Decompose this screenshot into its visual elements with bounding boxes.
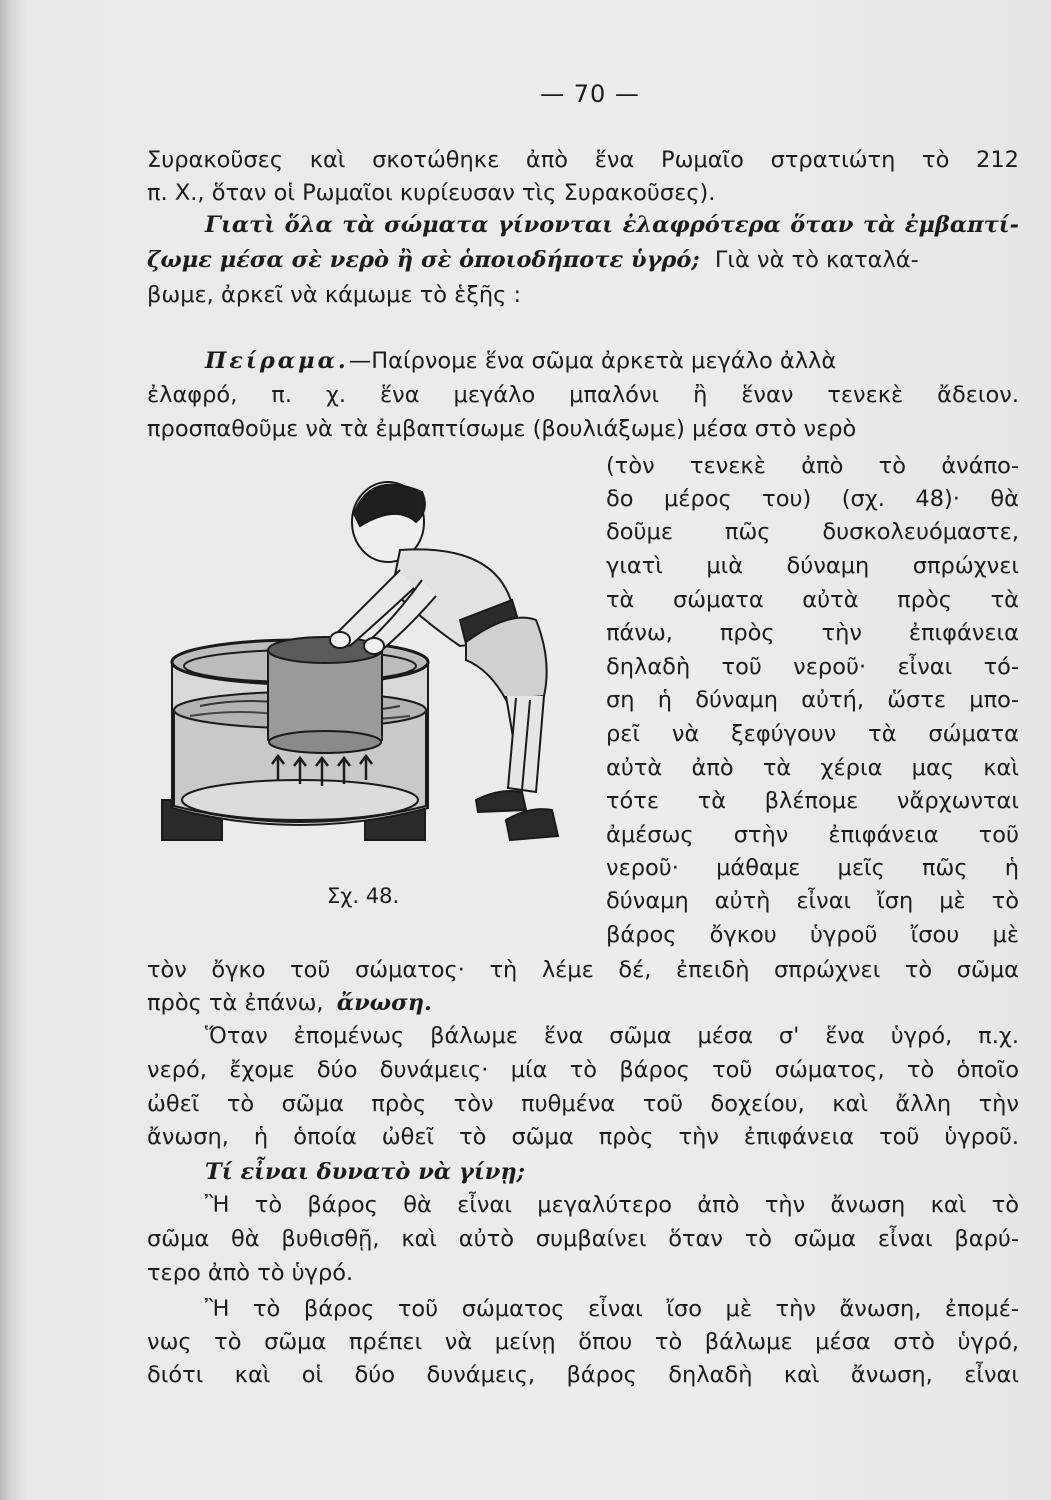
- text-line: δηλαδὴ τοῦ νεροῦ· εἶναι τό-: [606, 654, 1019, 680]
- experiment-heading: Πείραμα.: [205, 348, 349, 374]
- italic-question: Τί εἶναι δυνατὸ νὰ γίνῃ;: [205, 1159, 525, 1185]
- text-line: τὸν ὄγκο τοῦ σώματος· τὴ λέμε δέ, ἐπειδὴ σπρώχνει τὸ σῶμα: [147, 957, 1019, 983]
- italic-question: Γιατὶ ὅλα τὰ σώματα γίνονται ἐλαφρότερα ὅταν τὰ ἐμβαπτί-: [205, 212, 1019, 238]
- text-line: Ὅταν ἐπομένως βάλωμε ἕνα σῶμα μέσα σ' ἕνα ὑγρό, π.χ.: [205, 1023, 1019, 1049]
- text-line: τερο ἀπὸ τὸ ὑγρό.: [147, 1260, 354, 1286]
- text-line: σῶμα θὰ βυθισθῇ, καὶ αὐτὸ συμβαίνει ὅταν τὸ σῶμα εἶναι βαρύ-: [147, 1226, 1019, 1252]
- text-line: π. Χ., ὅταν οἱ Ρωμαῖοι κυρίευσαν τὶς Συρακοῦσες).: [147, 180, 716, 206]
- text-line: ἐλαφρό, π. χ. ἕνα μεγάλο μπαλόνι ἢ ἕναν τενεκὲ ἄδειον.: [147, 382, 1019, 408]
- figure-boy-pushing-tin-into-water: [160, 470, 600, 870]
- text-line: τὰ σώματα αὐτὰ πρὸς τὰ: [606, 587, 1019, 613]
- text-line: ἀμέσως στὴν ἐπιφάνεια τοῦ: [606, 822, 1019, 848]
- text-run: πρὸς τὰ ἐπάνω,: [147, 990, 324, 1016]
- text-line: γιατὶ μιὰ δύναμη σπρώχνει: [606, 553, 1019, 579]
- text-line: νεροῦ· μάθαμε μεῖς πῶς ἡ: [606, 855, 1019, 881]
- text-line: Ἢ τὸ βάρος τοῦ σώματος εἶναι ἴσο μὲ τὴν ἄνωση, ἐπομέ-: [205, 1296, 1019, 1322]
- text-run: —Παίρνομε ἕνα σῶμα ἀρκετὰ μεγάλο ἀλλὰ: [348, 348, 837, 374]
- text-line: Συρακοῦσες καὶ σκοτώθηκε ἀπὸ ἕνα Ρωμαῖο στρατιώτη τὸ 212: [147, 147, 1019, 173]
- text-line: δοῦμε πῶς δυσκολευόμαστε,: [606, 519, 1019, 545]
- text-line: [147, 245, 1019, 275]
- text-line: νως τὸ σῶμα πρέπει νὰ μείνῃ ὅπου τὸ βάλωμε μέσα στὸ ὑγρό,: [147, 1329, 1019, 1355]
- text-line: διότι καὶ οἱ δύο δυνάμεις, βάρος δηλαδὴ καὶ ἄνωση, εἶναι: [147, 1362, 1019, 1388]
- figure-illustration: [160, 470, 600, 870]
- text-line: [205, 346, 1019, 376]
- text-line: [147, 988, 1019, 1018]
- text-line: βάρος ὄγκου ὑγροῦ ἴσου μὲ: [606, 922, 1019, 948]
- text-line: νερό, ἔχομε δύο δυνάμεις· μία τὸ βάρος τοῦ σώματος, τὸ ὁποῖο: [147, 1057, 1019, 1083]
- text-line: αὐτὰ ἀπὸ τὰ χέρια μας καὶ: [606, 755, 1019, 781]
- text-line: ση ἡ δύναμη αὐτή, ὥστε μπο-: [606, 687, 1019, 713]
- text-line: δύναμη αὐτὴ εἶναι ἴση μὲ τὸ: [606, 888, 1019, 914]
- text-line: (τὸν τενεκὲ ἀπὸ τὸ ἀνάπο-: [606, 453, 1019, 479]
- text-line: βωμε, ἀρκεῖ νὰ κάμωμε τὸ ἑξῆς :: [147, 282, 522, 308]
- text-line: δο μέρος του) (σχ. 48)· θὰ: [606, 486, 1019, 512]
- text-line: τότε τὰ βλέπομε νἄρχωνται: [606, 788, 1019, 814]
- text-line: ρεῖ νὰ ξεφύγουν τὰ σώματα: [606, 721, 1019, 747]
- term-anosi: ἄνωση.: [336, 990, 432, 1016]
- page-number: — 70 —: [540, 80, 640, 108]
- text-line: πάνω, πρὸς τὴν ἐπιφάνεια: [606, 620, 1019, 646]
- text-line: ὠθεῖ τὸ σῶμα πρὸς τὸν πυθμένα τοῦ δοχείου, καὶ ἄλλη τὴν: [147, 1091, 1019, 1117]
- figure-caption: Σχ. 48.: [327, 884, 400, 908]
- text-run: Γιὰ νὰ τὸ καταλά-: [714, 247, 919, 273]
- text-line: προσπαθοῦμε νὰ τὰ ἐμβαπτίσωμε (βουλιάξωμε) μέσα στὸ νερὸ: [147, 416, 857, 442]
- text-line: ἄνωση, ἡ ὁποία ὠθεῖ τὸ σῶμα πρὸς τὴν ἐπιφάνεια τοῦ ὑγροῦ.: [147, 1124, 1019, 1150]
- text-line: Ἢ τὸ βάρος θὰ εἶναι μεγαλύτερο ἀπὸ τὴν ἄνωση καὶ τὸ: [205, 1192, 1019, 1218]
- italic-question-end: ζωμε μέσα σὲ νερὸ ἢ σὲ ὁποιοδήποτε ὑγρό;: [147, 247, 700, 273]
